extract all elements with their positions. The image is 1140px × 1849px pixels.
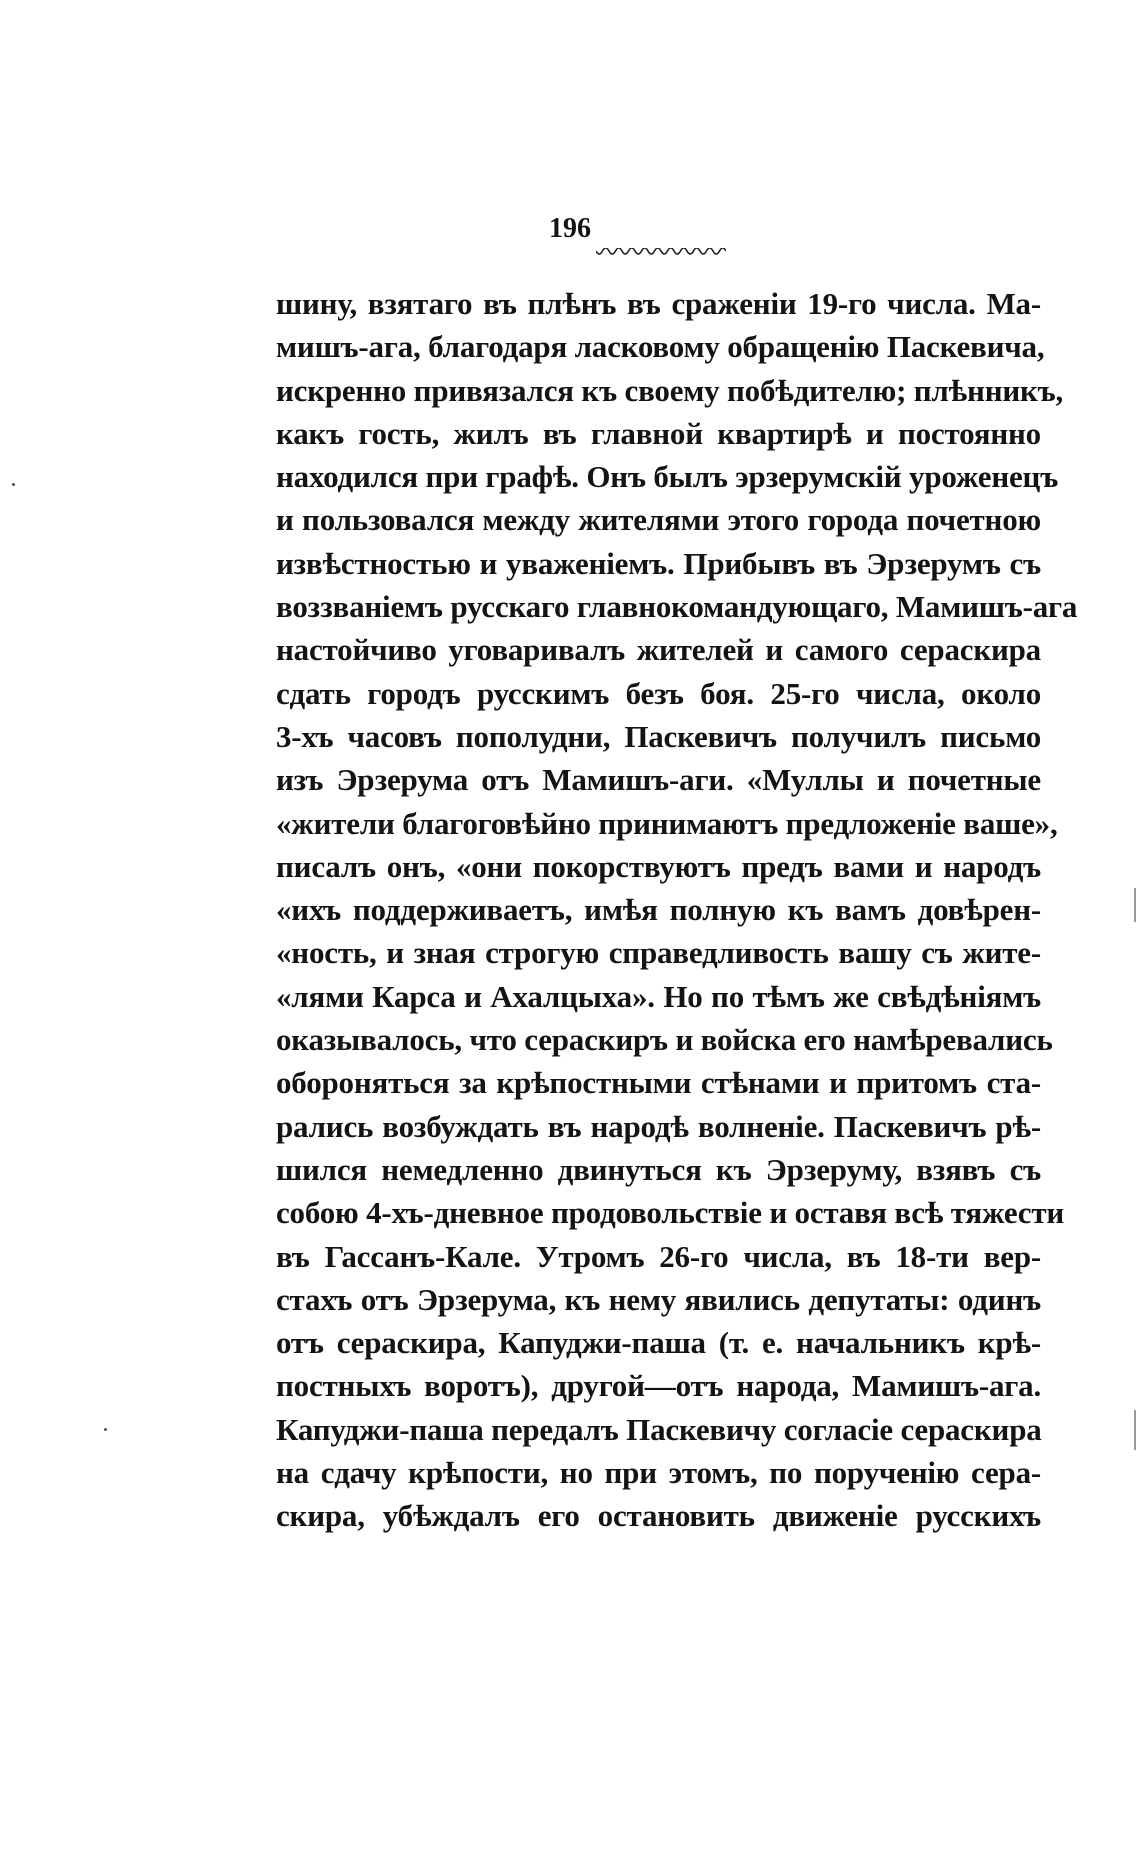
text-line: обороняться за крѣпостными стѣнами и притомъ ста- [276, 1065, 1041, 1101]
text-line: постныхъ воротъ), другой—отъ народа, Мамишъ-ага. [276, 1368, 1041, 1404]
text-line: въ Гассанъ-Кале. Утромъ 26-го числа, въ 18-ти вер- [276, 1238, 1041, 1274]
scan-edge-mark [1134, 1410, 1136, 1450]
text-line: и пользовался между жителями этого города почетною [276, 502, 1041, 538]
text-line: отъ сераскира, Капуджи-паша (т. е. начальникъ крѣ- [276, 1325, 1041, 1361]
text-line: «ихъ поддерживаетъ, имѣя полную къ вамъ довѣрен- [276, 892, 1041, 928]
text-line: 3-хъ часовъ пополудни, Паскевичъ получилъ письмо [276, 718, 1041, 754]
text-line: Капуджи-паша передалъ Паскевичу согласіе сераскира [276, 1411, 1042, 1447]
text-line: шину, взятаго въ плѣнъ въ сраженіи 19-го числа. Ма- [276, 286, 1041, 321]
text-line: собою 4-хъ-дневное продовольствіе и оставя всѣ тяжести [276, 1195, 1065, 1231]
text-line: «жители благоговѣйно принимаютъ предложеніе ваше», [276, 805, 1058, 841]
scan-speck [104, 1428, 107, 1431]
text-line: «лями Карса и Ахалцыха». Но по тѣмъ же свѣдѣніямъ [276, 978, 1041, 1014]
text-line: мишъ-ага, благодаря ласковому обращенію Паскевича, [276, 329, 1045, 365]
text-line: извѣстностью и уваженіемъ. Прибывъ въ Эрзерумъ съ [276, 545, 1041, 581]
scan-speck [12, 483, 15, 486]
text-line: изъ Эрзерума отъ Мамишъ-аги. «Муллы и почетные [276, 762, 1041, 798]
text-line: оказывалось, что сераскиръ и войска его намѣревались [276, 1022, 1053, 1058]
text-line: шился немедленно двинуться къ Эрзеруму, взявъ съ [276, 1151, 1041, 1187]
body-text [276, 282, 1078, 1538]
text-line: настойчиво уговаривалъ жителей и самого сераскира [276, 632, 1041, 668]
text-line: воззваніемъ русскаго главнокомандующаго, Мамишъ-ага [276, 589, 1078, 625]
text-line: находился при графѣ. Онъ былъ эрзерумскій уроженецъ [276, 459, 1059, 495]
text-line: писалъ онъ, «они покорствуютъ предъ вами и народъ [276, 848, 1041, 884]
scan-edge-mark [1134, 888, 1136, 922]
text-line: на сдачу крѣпости, но при этомъ, по порученію сера- [276, 1455, 1041, 1491]
text-line: скира, убѣждалъ его остановить движеніе русскихъ [276, 1498, 1041, 1534]
page-number: 196 [549, 213, 591, 244]
text-line: «ность, и зная строгую справедливость вашу съ жите- [276, 935, 1041, 971]
text-line: сдать городъ русскимъ безъ боя. 25-го числа, около [276, 675, 1041, 711]
text-line: стахъ отъ Эрзерума, къ нему явились депутаты: одинъ [276, 1281, 1041, 1317]
text-line: искренно привязался къ своему побѣдителю; плѣнникъ, [276, 372, 1064, 408]
page-number-ornament [596, 248, 726, 258]
text-line: какъ гость, жилъ въ главной квартирѣ и постоянно [276, 415, 1041, 451]
text-line: рались возбуждать въ народѣ волненіе. Паскевичъ рѣ- [276, 1108, 1041, 1144]
